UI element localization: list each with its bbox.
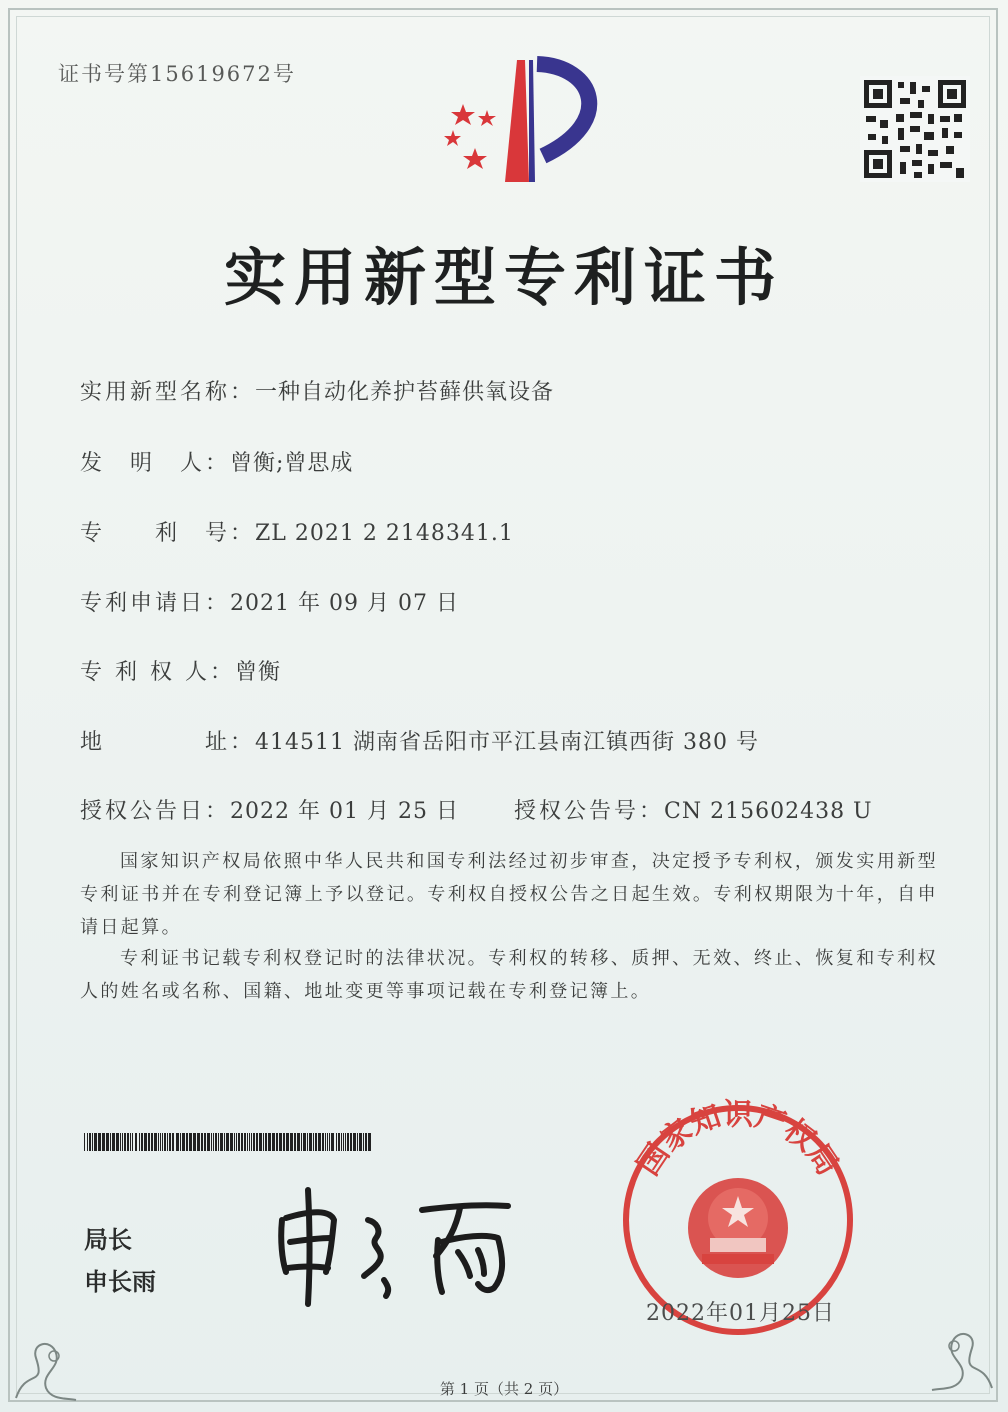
field-value: 414511 湖南省岳阳市平江县南江镇西街 380 号 [255, 730, 759, 755]
field-inventor [80, 446, 353, 477]
certificate-number: 证书号第15619672号 [58, 62, 296, 86]
barcode [84, 1133, 374, 1151]
seal-text: 国家知识产权局 [630, 1098, 846, 1182]
field-address [80, 725, 759, 756]
seal-date: 2022年01月25日 [646, 1301, 835, 1326]
field-patent-number [80, 516, 514, 547]
director-name: 申长雨 [84, 1268, 156, 1296]
field-label: 授权公告号： [514, 799, 665, 824]
certificate-legal-note: 专利证书记载专利权登记时的法律状况。专利权的转移、质押、无效、终止、恢复和专利权人的姓名或名称、国籍、地址变更等事项记载在专利登记簿上。 [80, 948, 938, 1002]
field-patentee [80, 655, 281, 686]
field-label: 专 利 权 人： [80, 660, 235, 685]
field-value: 2022 年 01 月 25 日 [230, 799, 459, 824]
field-label: 授权公告日： [80, 799, 231, 824]
field-utility-name [80, 375, 554, 406]
field-value: 2021 年 09 月 07 日 [230, 591, 459, 616]
field-value: 曾衡 [234, 660, 281, 685]
field-application-date [80, 586, 459, 617]
certificate-statement: 国家知识产权局依照中华人民共和国专利法经过初步审查，决定授予专利权，颁发实用新型专利证书并在专利登记簿上予以登记。专利权自授权公告之日起生效。专利权期限为十年，自申请日起算。 [80, 851, 938, 938]
qr-code [860, 76, 970, 182]
field-value: ZL 2021 2 2148341.1 [255, 521, 514, 546]
patent-office-logo [425, 52, 615, 192]
certificate-title: 实用新型专利证书 [223, 241, 784, 314]
field-label: 专 利 号： [80, 521, 256, 546]
field-announce-date [80, 794, 459, 825]
director-title: 局长 [84, 1226, 132, 1254]
field-label: 专利申请日： [80, 591, 231, 616]
field-value: 曾衡;曾思成 [230, 451, 354, 476]
field-value: CN 215602438 U [664, 799, 873, 824]
field-value: 一种自动化养护苔藓供氧设备 [255, 380, 555, 405]
svg-text:国家知识产权局 [631, 1098, 845, 1182]
field-label: 实用新型名称： [80, 380, 256, 405]
field-label: 发 明 人： [80, 451, 231, 476]
field-announce-number [514, 794, 873, 825]
page-number: 第 1 页（共 2 页） [439, 1380, 569, 1398]
field-label: 地 址： [80, 730, 256, 755]
director-signature [272, 1180, 522, 1310]
